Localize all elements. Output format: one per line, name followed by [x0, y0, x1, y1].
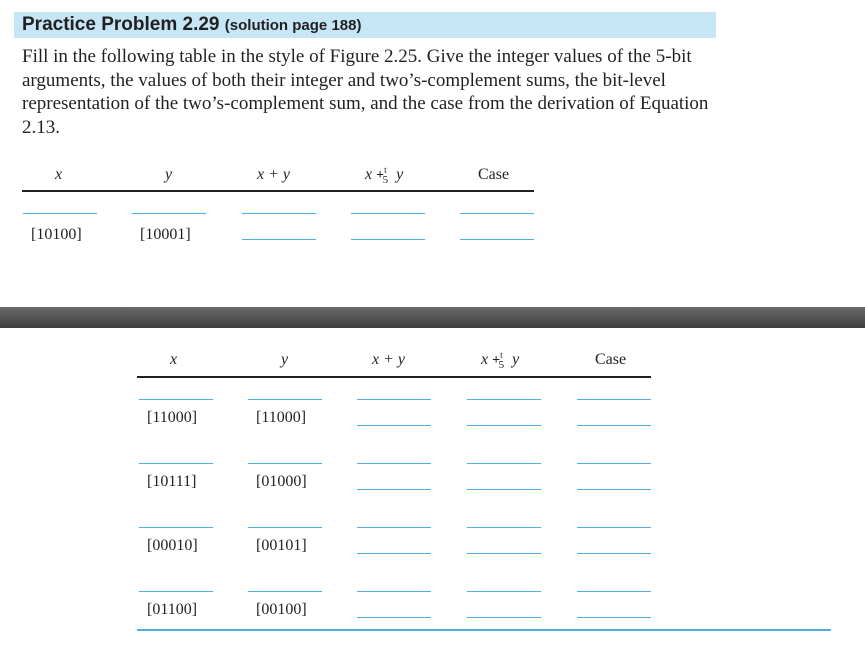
answer-blank[interactable]: [467, 463, 541, 464]
bit-value-x: [01100]: [147, 601, 198, 618]
header-x: x: [55, 166, 63, 183]
header-case: Case: [478, 166, 510, 183]
answer-blank[interactable]: [577, 425, 651, 426]
answer-blank[interactable]: [351, 239, 425, 240]
header-y: y: [165, 166, 173, 183]
bit-value-x: [10111]: [147, 473, 197, 490]
bit-value-y: [00101]: [256, 537, 307, 554]
bit-value-y: [01000]: [256, 473, 307, 490]
answer-blank[interactable]: [248, 527, 322, 528]
answer-blank[interactable]: [357, 553, 431, 554]
answer-blank[interactable]: [248, 463, 322, 464]
bit-value-x: [11000]: [147, 409, 198, 426]
problem-title: Practice Problem 2.29: [22, 14, 220, 35]
answer-blank[interactable]: [357, 425, 431, 426]
header-y: y: [281, 351, 289, 368]
bit-value-y: [11000]: [256, 409, 307, 426]
answer-blank[interactable]: [357, 527, 431, 528]
answer-blank[interactable]: [242, 213, 316, 214]
section-divider: [0, 307, 865, 328]
answer-blank[interactable]: [357, 617, 431, 618]
answer-blank[interactable]: [357, 463, 431, 464]
answer-blank[interactable]: [139, 591, 213, 592]
answer-blank[interactable]: [577, 489, 651, 490]
bit-value-x: [00010]: [147, 537, 198, 554]
answer-blank[interactable]: [139, 463, 213, 464]
bit-value-y: [00100]: [256, 601, 307, 618]
answer-blank[interactable]: [248, 591, 322, 592]
answer-blank[interactable]: [467, 489, 541, 490]
answer-blank[interactable]: [577, 463, 651, 464]
answer-blank[interactable]: [467, 425, 541, 426]
answer-blank[interactable]: [357, 399, 431, 400]
answer-blank[interactable]: [467, 399, 541, 400]
header-sum: x + y: [257, 166, 290, 183]
answer-blank[interactable]: [460, 239, 534, 240]
answer-blank[interactable]: [460, 213, 534, 214]
header-rule: [137, 376, 651, 378]
answer-blank[interactable]: [467, 617, 541, 618]
answer-blank[interactable]: [577, 591, 651, 592]
answer-blank[interactable]: [139, 527, 213, 528]
answer-blank[interactable]: [357, 489, 431, 490]
header-tsum: x +$^t_5$ y: [481, 350, 520, 371]
table-bottom-rule: [137, 629, 831, 631]
answer-blank[interactable]: [467, 527, 541, 528]
answer-blank[interactable]: [577, 617, 651, 618]
header-case: Case: [595, 351, 627, 368]
bit-value-y: [10001]: [140, 226, 191, 243]
answer-blank[interactable]: [242, 239, 316, 240]
header-tsum: x +$^t_5$ y: [365, 165, 404, 186]
answer-blank[interactable]: [23, 213, 97, 214]
problem-heading: [22, 14, 361, 36]
answer-blank[interactable]: [351, 213, 425, 214]
solution-reference: (solution page 188): [224, 17, 362, 34]
answer-blank[interactable]: [248, 399, 322, 400]
header-x: x: [170, 351, 178, 368]
answer-blank[interactable]: [132, 213, 206, 214]
answer-blank[interactable]: [467, 591, 541, 592]
answer-blank[interactable]: [577, 527, 651, 528]
answer-blank[interactable]: [577, 553, 651, 554]
header-sum: x + y: [372, 351, 405, 368]
problem-text: Fill in the following table in the style of Figure 2.25. Give the integer values of the 5-bit arguments, the values of both their integer and two’s-complement sums, the bit-level representation of the two’s-complement sum, and the case from the derivation of Equation 2.13.: [22, 46, 709, 138]
answer-blank[interactable]: [467, 553, 541, 554]
bit-value-x: [10100]: [31, 226, 82, 243]
header-rule: [22, 190, 534, 192]
answer-blank[interactable]: [139, 399, 213, 400]
answer-blank[interactable]: [357, 591, 431, 592]
answer-blank[interactable]: [577, 399, 651, 400]
